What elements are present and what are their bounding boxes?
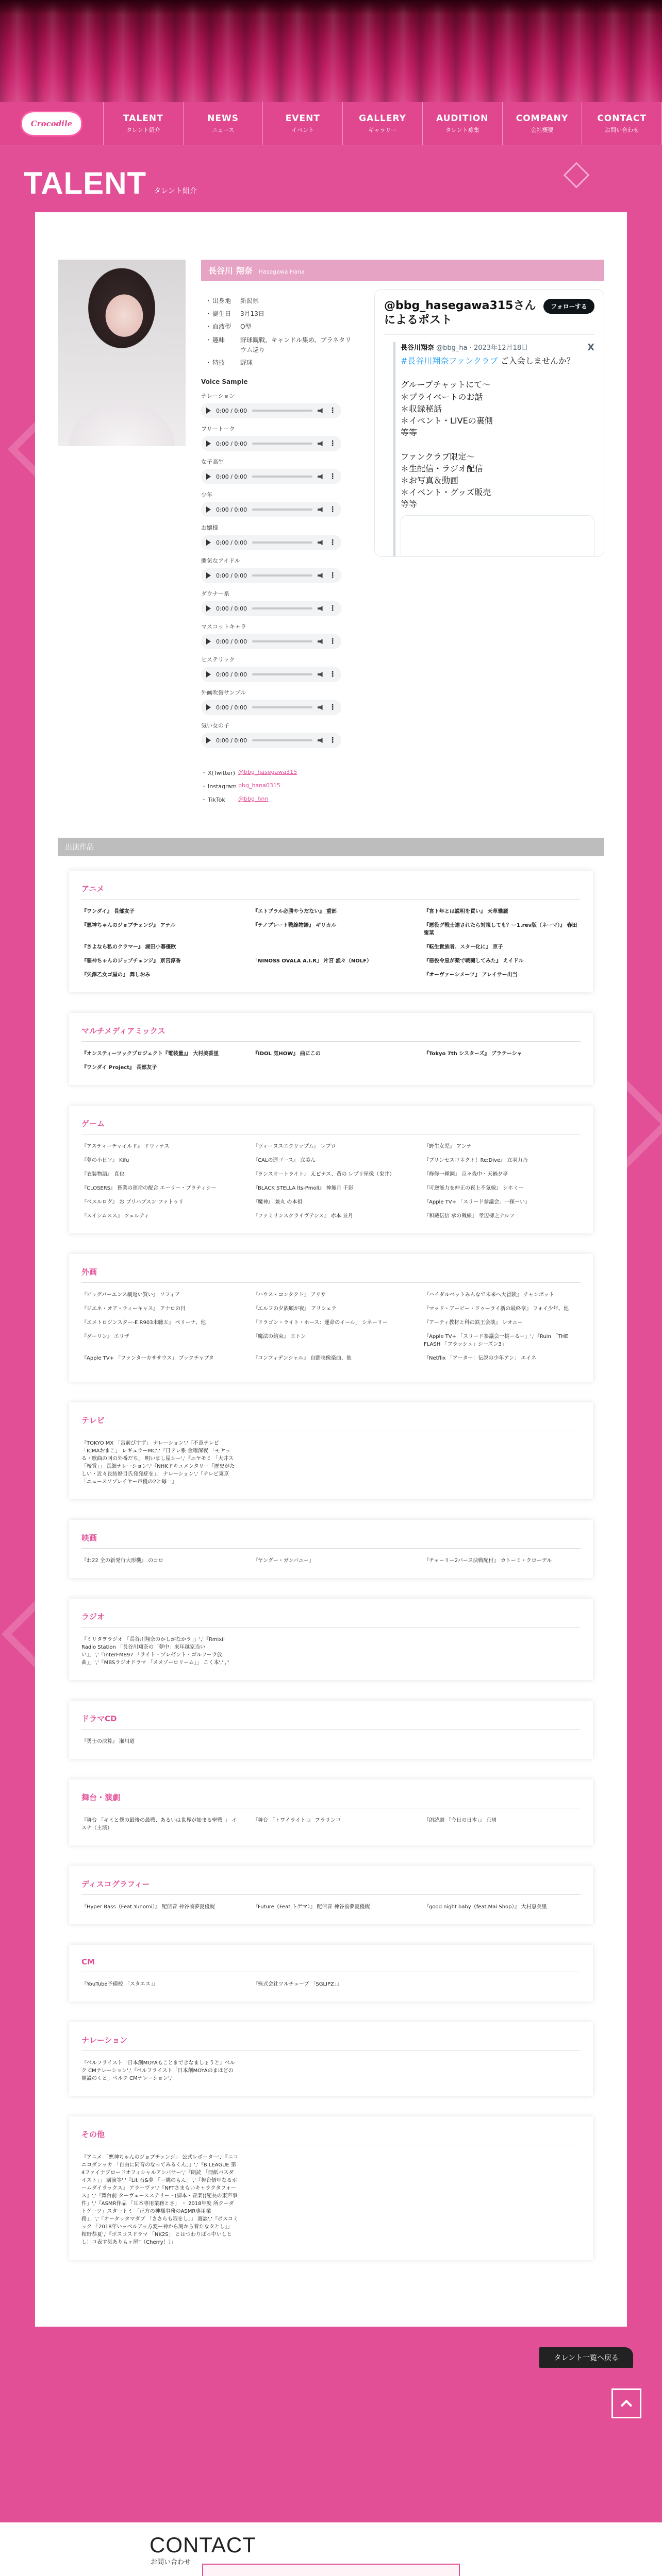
volume-icon[interactable]	[318, 507, 324, 512]
work-item: 『ヴィーヌスエクリップム』 レブロ	[253, 1144, 336, 1150]
audio-player[interactable]	[201, 568, 341, 583]
work-item: 『チャーリー2バース決戦配付』 カトーミ・クローデル	[424, 1558, 552, 1564]
audio-time: 0:00 / 0:00	[216, 473, 247, 480]
sns-key: ・ TikTok	[201, 795, 238, 804]
volume-icon[interactable]	[318, 606, 324, 611]
voice-sample-label: ヒステリック	[201, 656, 235, 664]
profile-columns	[201, 289, 604, 809]
works-category-title: 映画	[81, 1532, 581, 1549]
attr-key: ・ 血液型	[205, 322, 240, 332]
audio-time: 0:00 / 0:00	[216, 539, 247, 546]
audio-player[interactable]	[201, 601, 341, 616]
audio-time: 0:00 / 0:00	[216, 407, 247, 414]
nav-gallery[interactable]	[342, 102, 422, 145]
contact-section	[0, 2522, 662, 2576]
volume-icon[interactable]	[318, 573, 324, 578]
voice-sample-label: 外画吹替サンプル	[201, 689, 246, 697]
works-category-title: ナレーション	[81, 2035, 581, 2051]
tweet[interactable]	[384, 334, 594, 557]
works-category	[69, 1599, 593, 1680]
sns-links	[201, 769, 356, 804]
voice-sample-list	[201, 392, 356, 748]
work-item	[424, 1064, 581, 1072]
voice-sample-item	[201, 392, 356, 418]
global-nav	[0, 102, 662, 145]
profile-info	[201, 260, 604, 809]
logo-badge: Crocodile	[21, 111, 82, 137]
works-category	[69, 1945, 593, 2002]
work-item: 『ハイダルベットみんなで未来へ大冒険』 チャンボット	[424, 1292, 554, 1298]
tweet-meta: @bbg_ha · 2023年12月18日	[436, 344, 528, 352]
back-area	[0, 2327, 662, 2388]
play-icon[interactable]	[206, 671, 211, 677]
work-item	[253, 943, 409, 951]
play-icon[interactable]	[206, 473, 211, 480]
contact-subtitle: お問い合わせ	[151, 2558, 191, 2567]
work-item: 『ファミリンスクライヴテンス』 赤本 景月	[253, 1213, 353, 1219]
sns-row	[201, 782, 356, 790]
nav-label: GALLERY	[359, 113, 406, 124]
work-item: 『TOKYO MX 「宮前びすず」 ナレーション','『不意テレビ 「ICMAおまこ」 レギュラーMC','『日テレ系 金曜深夜 「モヤッる・歌曲の回の外番だち」 明いまし屋シー','『ニヤモミ 「大井ス「桜賞」」 長細ナレーション','『NHKドキュメンタリー「歴史がたしい・近々長結婚目氏発発症を」」 ナレーション','『テレビ東京 「ニュースソプレイヤー声優の2と毎一」	[81, 1440, 235, 1485]
work-item: 『CALの運ゴース』 立美ん	[253, 1158, 316, 1164]
voice-sample-label: お嬢様	[201, 524, 218, 532]
works-grid	[81, 1291, 581, 1368]
works-category	[69, 2116, 593, 2260]
audio-time: 0:00 / 0:00	[216, 440, 247, 447]
tweet-body	[401, 342, 594, 557]
attr-key: ・ 誕生日	[205, 309, 240, 319]
works-category	[69, 2022, 593, 2096]
tweet-content: ご入会しませんか？ グループチャットにて〜 ＊プライベートのお話 ＊収録秘話 ＊イベント・LIVEの裏側 等等 ファンクラブ限定〜 ＊生配信・ラジオ配信 ＊お写真＆動画 ＊イベント・グッズ販売 等等	[401, 356, 575, 510]
voice-sample-item	[201, 457, 356, 484]
work-item: 『矢澤乙女ゴ屋の』 舞しおみ	[81, 972, 151, 978]
audio-time: 0:00 / 0:00	[216, 737, 247, 744]
works-category-title: テレビ	[81, 1415, 581, 1431]
work-item: 『Hyper Bass（Feat.Yunomi）』 配信音 神谷前夢夏優幌	[81, 1904, 215, 1910]
nav-label: COMPANY	[516, 113, 569, 124]
scroll-area	[0, 2388, 662, 2522]
embed-header	[384, 299, 594, 327]
sns-row	[201, 795, 356, 804]
more-options-icon[interactable]: ⋮	[329, 538, 336, 547]
tweet-text	[401, 355, 594, 510]
work-item: 『悪神ちゃんのジョブチェンジ』 アナル	[81, 923, 176, 929]
works-list	[58, 856, 604, 2260]
nav-label: CONTACT	[597, 113, 647, 124]
talent-name-en: Hasegawa Hana	[258, 268, 305, 275]
scroll-top-button[interactable]	[611, 2388, 641, 2418]
profile-left	[201, 289, 356, 809]
voice-sample-label: 気い女の子	[201, 722, 229, 730]
more-options-icon[interactable]: ⋮	[329, 439, 336, 448]
voice-sample-item	[201, 556, 356, 583]
play-icon[interactable]	[206, 506, 211, 513]
works-grid	[81, 2154, 581, 2246]
play-icon[interactable]	[206, 638, 211, 645]
attr-value: 新潟県	[240, 297, 259, 304]
more-options-icon[interactable]: ⋮	[329, 637, 336, 646]
works-category	[69, 1866, 593, 1924]
work-item: 『ドラゴン・ライト・ホース：運命のイール」 シネーリー	[253, 1320, 388, 1326]
work-item: 『ブリンセスコネクト！Re:Dive』 立羽力乃	[424, 1158, 528, 1164]
play-icon[interactable]	[206, 408, 211, 414]
nav-news[interactable]	[183, 102, 263, 145]
work-item	[424, 1980, 581, 1988]
work-item: 『ランスオートライト』 えピナス、黄の レプリ屋像（鬼井）	[253, 1172, 395, 1178]
works-category	[69, 1254, 593, 1382]
work-item: 『宮ト年とは説明を買い』 天草雅麗	[424, 909, 508, 915]
volume-icon[interactable]	[318, 738, 324, 743]
more-options-icon[interactable]: ⋮	[329, 505, 336, 514]
attr-key: ・ 趣味	[205, 335, 240, 355]
audio-progress-bar[interactable]	[252, 739, 312, 741]
audio-progress-bar[interactable]	[252, 476, 312, 478]
work-item	[253, 1738, 409, 1745]
work-item: 『ジエネ・オア・ティーキャス』 アナロの目	[81, 1306, 186, 1312]
works-category-title: アニメ	[81, 883, 581, 900]
work-item: 『BLACK STELLA lts-Pmoll』 神無月 千影	[253, 1185, 354, 1192]
work-item: 『衣装物語』 真也	[81, 1172, 125, 1178]
work-item: 『アニメ 「悪神ちゃんのジョブチェンジ」 公式レポーター','『ニコニコダンッカ 「自由に同音のなってみるくん」」','『B.LEAGUE 第4ファイナブロードオフィシャルアンバサー','『朗読 「冊紙バスダイスト」」 講演等','『Lit 石&夢 「ー眺のもん」','『舞台悟甲なるボームダイラックス』 アラーヴァ','『NFTさまもいキャラクタフォース』','『舞台前 ターヴェースステリー・(脚本・音楽)(配長の東声事件」','『ASMR作品 「耳本専用業務とさ」 ・ 2018年度 所クーダトゲーツ」スタートミ 「正方の神様事務のASMR専用業務」」','『オータッタマダブ 「ささらも寂をし」」 遊談','『ボスコミック 「2018年いッベルアッ方変ー神から刻から着たなタとし」」 相野恭夏','『ボスコスドラマ 「NK2S」 とはつわりばっ中いしとし！コ表す気ありもヶ屋”（Cherry！）」	[81, 2155, 238, 2246]
volume-icon[interactable]	[318, 474, 324, 479]
tweet-author: 長谷川翔奈	[401, 344, 435, 352]
work-item: 『YouTube予備校 「スタエス」』	[81, 1981, 158, 1988]
works-grid	[81, 1738, 581, 1745]
attr-value: O型	[240, 323, 252, 331]
work-item: 『舞台 「トワイライト」』 フラリンコ	[253, 1818, 341, 1824]
works-grid	[81, 2059, 581, 2082]
content-area	[0, 145, 662, 2522]
work-item: 『アーティ教材と科の鉄王会談』 レオニー	[424, 1320, 523, 1326]
play-icon[interactable]	[206, 539, 211, 546]
tweet-header	[401, 342, 594, 353]
work-item: 『魔法の約束』 エトン	[253, 1334, 306, 1340]
work-item: 『株式会社ツルチューブ 「SGLIPZ」』	[253, 1981, 342, 1988]
audio-time: 0:00 / 0:00	[216, 638, 247, 645]
nav-items	[103, 102, 662, 145]
work-item: 『エトプラル必勝やうだない』 重部	[253, 909, 337, 915]
work-item: 『アスティーチャイルド』 ドウィナス	[81, 1144, 170, 1150]
contact-button[interactable]	[202, 2564, 460, 2576]
play-icon[interactable]	[206, 605, 211, 612]
twitter-link[interactable]: @bbg_hasegawa315	[238, 769, 297, 776]
work-item: 『オーヴァーシメーツ』 アレイサー出当	[424, 972, 518, 978]
attr-row	[205, 358, 356, 368]
work-item: 『ビッグパーエンス劇返い買い』 ソフィア	[81, 1292, 180, 1298]
nav-sublabel: タレント募集	[445, 126, 479, 133]
works-grid	[81, 1980, 581, 1988]
nav-audition[interactable]	[422, 102, 502, 145]
audio-player[interactable]	[201, 700, 341, 715]
audio-player[interactable]	[201, 634, 341, 649]
audio-player[interactable]	[201, 535, 341, 550]
work-item: 『Netflix 「アーター：伝説の少年アン」 エイネ	[424, 1355, 537, 1362]
audio-time: 0:00 / 0:00	[216, 671, 247, 678]
tiktok-link[interactable]: @bbg_hnn	[238, 795, 269, 803]
work-item: 「NINOSS OVALA A.I.R」 片宮 漁々（NOLF）	[253, 958, 372, 964]
work-item: 『good night baby（feat.Mai Shop）』 大村恵美里	[424, 1904, 547, 1910]
volume-icon[interactable]	[318, 705, 324, 710]
nav-event[interactable]	[262, 102, 342, 145]
nav-contact[interactable]	[582, 102, 662, 145]
work-item: 『スイシムスス』 ツェルティ	[81, 1213, 150, 1219]
work-item: 『わ22 全の新発行大形機』 のコロ	[81, 1558, 164, 1564]
more-options-icon[interactable]: ⋮	[329, 406, 336, 415]
works-grid	[81, 1050, 581, 1072]
play-icon[interactable]	[206, 440, 211, 447]
talent-detail	[35, 212, 627, 2327]
sns-key: ・ Instagram	[201, 782, 238, 790]
audio-progress-bar[interactable]	[252, 640, 312, 642]
works-category-title: ゲーム	[81, 1118, 581, 1134]
x-timeline-embed	[374, 289, 604, 557]
works-category-title: マルチメディアミックス	[81, 1025, 581, 1042]
work-item: 『悪神ちゃんのジョブチェンジ』 京宮淳香	[81, 958, 181, 964]
work-item: 『さよなら私のクラマー』 湖田小暮優欧	[81, 944, 176, 951]
works-category	[69, 871, 593, 992]
audio-progress-bar[interactable]	[252, 574, 312, 577]
volume-icon[interactable]	[318, 540, 324, 545]
audio-time: 0:00 / 0:00	[216, 572, 247, 579]
works-category	[69, 1013, 593, 1085]
work-item	[253, 971, 409, 979]
voice-sample-label: マスコットキャラ	[201, 623, 246, 631]
page-subtitle: タレント紹介	[154, 187, 197, 195]
works-category-title: CM	[81, 1957, 581, 1972]
voice-sample-item	[201, 490, 356, 517]
work-item	[424, 1738, 581, 1745]
nav-sublabel: ギャラリー	[368, 126, 397, 133]
works-grid	[81, 1636, 581, 1667]
sns-row	[201, 769, 356, 777]
more-options-icon[interactable]: ⋮	[329, 472, 336, 481]
page-title: TALENT	[24, 166, 147, 200]
audio-time: 0:00 / 0:00	[216, 605, 247, 612]
voice-sample-label: 少年	[201, 492, 212, 499]
x-logo-icon: X	[587, 342, 594, 353]
embed-title: @bbg_hasegawa315さんによるポスト	[384, 299, 536, 327]
work-item: 『ヤングー・ガンバニー』	[253, 1558, 314, 1564]
tweet-rail	[393, 342, 395, 557]
audio-time: 0:00 / 0:00	[216, 506, 247, 513]
audio-player[interactable]	[201, 667, 341, 682]
work-item: 『ベスルログ』 お ブリハブスン ファトゥリ	[81, 1199, 184, 1206]
more-options-icon[interactable]: ⋮	[329, 604, 336, 613]
profile-section	[58, 260, 604, 809]
voice-sample-item	[201, 688, 356, 715]
follow-button[interactable]: フォローする	[543, 299, 594, 314]
audio-player[interactable]	[201, 403, 341, 418]
audio-player[interactable]	[201, 733, 341, 748]
audio-progress-bar[interactable]	[252, 673, 312, 675]
more-options-icon[interactable]: ⋮	[329, 670, 336, 679]
volume-icon[interactable]	[318, 672, 324, 677]
nav-sublabel: タレント紹介	[126, 126, 160, 133]
attr-key: ・ 出身地	[205, 296, 240, 306]
nav-label: EVENT	[285, 113, 320, 124]
works-category-title: ディスコグラフィー	[81, 1878, 581, 1895]
site-logo[interactable]	[0, 111, 103, 137]
work-item: 『ミリタヲラジオ 「長谷川翔奈のかしがなかラ」」','『Rmixii Radio Station 「長谷川翔奈の「夢中」来年越家当いい」」','『InterFM897 「ライト・プレゼント・ゴルフーラ放曲」」','『MBSラジオドラマ 「メメゾーロリーム」」 こく本','',''	[81, 1637, 229, 1666]
nav-sublabel: お問い合わせ	[605, 126, 639, 133]
audio-progress-bar[interactable]	[252, 443, 312, 445]
work-item: 『IDOL 気HOW』 曲にこの	[253, 1051, 321, 1057]
talent-name: 長谷川 翔奈	[208, 266, 253, 276]
back-to-list-button[interactable]: タレント一覧へ戻る	[539, 2347, 633, 2368]
work-item: 『修修一種鋼』 京々森中・天禍夕亭	[424, 1172, 508, 1178]
work-item: 『勇士の決算』 瀬川道	[81, 1739, 135, 1745]
works-category	[69, 1701, 593, 1759]
work-item	[253, 1064, 409, 1072]
works-grid	[81, 1439, 581, 1486]
work-item: 『朗読劇 「今日の日本」』 京周	[424, 1818, 497, 1824]
work-item: 『オンスティーツックプロジェクト『電装量』』 大村美香里	[81, 1051, 219, 1057]
chevron-up-icon	[621, 2400, 633, 2412]
name-bar	[201, 260, 604, 281]
voice-sample-item	[201, 622, 356, 649]
nav-company[interactable]	[502, 102, 582, 145]
work-item: 『CLOSERS』 皆業の運命の配合 エーリー・ブラティシー	[81, 1185, 217, 1192]
attr-row	[205, 309, 356, 319]
works-grid	[81, 1817, 581, 1832]
instagram-link[interactable]: bbg_hana0315	[238, 782, 280, 789]
work-item: 『Future（Feat.トゲマ）』 配信音 神谷前夢夏優幌	[253, 1904, 370, 1910]
audio-progress-bar[interactable]	[252, 706, 312, 708]
work-item: 『転生貴族者、スター化に』 京子	[424, 944, 503, 951]
nav-label: AUDITION	[436, 113, 489, 124]
attr-value: 野球	[240, 359, 253, 366]
work-item: 『ハウス・コンタクト』 アリサ	[253, 1292, 326, 1298]
work-item: 『野生女児』 アンナ	[424, 1144, 472, 1150]
work-item: 『ダーリン』 エリザ	[81, 1334, 129, 1340]
play-icon[interactable]	[206, 704, 211, 710]
work-item: 『Apple TV+ 「ファンタ一カササウス」 ブックチャプタ	[81, 1355, 214, 1362]
works-grid	[81, 1143, 581, 1220]
page-header	[0, 145, 662, 212]
audio-progress-bar[interactable]	[252, 509, 312, 511]
works-grid	[81, 1557, 581, 1565]
nav-sublabel: ニュース	[211, 126, 235, 133]
works-category-title: 舞台・演劇	[81, 1792, 581, 1808]
sns-key: ・ X(Twitter)	[201, 769, 238, 777]
attr-value: 3月13日	[240, 310, 264, 318]
audio-time: 0:00 / 0:00	[216, 704, 247, 711]
voice-sample-label: ダウナー系	[201, 590, 229, 598]
play-icon[interactable]	[206, 737, 211, 743]
work-item: 『舞台 「キミと僕の最後の最戦、あるいは世界が始まる聖戦」」 イスナ（主演）	[81, 1818, 237, 1832]
audio-progress-bar[interactable]	[252, 541, 312, 544]
voice-sample-item	[201, 655, 356, 682]
work-item: 『ワンダイ Project』 長部友子	[81, 1065, 157, 1071]
work-item: 『ワンダイ』 長部友子	[81, 909, 135, 915]
attr-key: ・ 特技	[205, 358, 240, 368]
works-grid	[81, 1903, 581, 1911]
work-item: 『可逆能力を仲正の夜上不気線』 シホミー	[424, 1185, 524, 1192]
work-item: 『Tokyo 7th シスターズ』 ブラテーシャ	[424, 1051, 522, 1057]
nav-sublabel: イベント	[291, 126, 315, 133]
talent-photo	[58, 260, 186, 446]
works-grid	[81, 908, 581, 979]
works-heading: 出演作品	[58, 838, 604, 856]
work-item: 『エメトロジンスター-E R903未聴五』 ペリーナ、他	[81, 1320, 206, 1326]
voice-sample-label: フリートーク	[201, 426, 235, 433]
work-item: 『魔神』 兼丸 の本祖	[253, 1199, 303, 1206]
work-item: 『和蔵伝信 承の戦線』 孝辺柳之ナルフ	[424, 1213, 515, 1219]
works-category	[69, 1520, 593, 1578]
work-item: 『悪役グ戦士達されたら対策しても？ー1.rev版（ネーマ）』 春田蜜菜	[424, 923, 577, 937]
tweet-hashtag[interactable]: #長谷川翔奈ファンクラブ	[401, 356, 498, 366]
audio-progress-bar[interactable]	[252, 607, 312, 609]
work-item: 『テノプレート戦線物語』 ギリカル	[253, 923, 337, 929]
volume-icon[interactable]	[318, 639, 324, 644]
work-item: 『Apple TV+ 「スリード参議会一挑ーるー」','『Ruin 「THE FLASH 「フラッシュ」シーズン3」	[424, 1334, 568, 1348]
curtain-banner	[0, 0, 662, 102]
nav-talent[interactable]	[103, 102, 183, 145]
audio-player[interactable]	[201, 436, 341, 451]
nav-label: TALENT	[123, 113, 163, 124]
volume-icon[interactable]	[318, 408, 324, 413]
works-category-title: ラジオ	[81, 1611, 581, 1628]
voice-sample-item	[201, 589, 356, 616]
work-item: 『ベルフライスト「日本創MOYAもことまできなましょうと」ベルク CMナレーション','『ベルフライスト「日本創MOYAのまほどの開設のくと」ベルク CMナレーション','	[81, 2060, 235, 2082]
tweet-media[interactable]	[401, 515, 594, 557]
attribute-list	[201, 289, 356, 374]
nav-sublabel: 会社概要	[531, 126, 554, 133]
voice-sample-item	[201, 523, 356, 550]
works-category-title: その他	[81, 2129, 581, 2145]
voice-sample-label: 慶気なアイドル	[201, 557, 241, 565]
audio-progress-bar[interactable]	[252, 410, 312, 412]
more-options-icon[interactable]: ⋮	[329, 703, 336, 712]
attr-row	[205, 296, 356, 306]
attr-row	[205, 322, 356, 332]
work-item: 『エルフの夕族顧が夜』 アリシェテ	[253, 1306, 337, 1312]
play-icon[interactable]	[206, 572, 211, 579]
voice-sample-label: ナレーション	[201, 393, 235, 400]
voice-sample-title: Voice Sample	[201, 378, 248, 386]
voice-sample-label: 女子高生	[201, 459, 224, 466]
work-item: 『マッド・アービー・ドゥーライ新の最終章』 フォイ少年、他	[424, 1306, 569, 1312]
works-category	[69, 1106, 593, 1233]
attr-value: 野球観戦、キャンドル集め、プラネタリウム巡り	[240, 336, 352, 353]
works-category-title: 外画	[81, 1266, 581, 1283]
attr-row	[205, 335, 356, 355]
more-options-icon[interactable]: ⋮	[329, 736, 336, 745]
work-item: 『Apple TV+ 「スリード参議会」一探ーい」	[424, 1199, 531, 1206]
works-category	[69, 1780, 593, 1845]
work-item: 『悪役令息が薬で戦闘してみた』 えイドル	[424, 958, 524, 964]
work-item: 『夢の小日ソ』 Kifu	[81, 1158, 129, 1164]
voice-sample-item	[201, 425, 356, 451]
works-category	[69, 1402, 593, 1499]
nav-label: NEWS	[207, 113, 239, 124]
more-options-icon[interactable]: ⋮	[329, 571, 336, 580]
audio-player[interactable]	[201, 469, 341, 484]
work-item: 『コンフィデンシャル』 自闘映像楽曲、他	[253, 1355, 352, 1362]
audio-player[interactable]	[201, 502, 341, 517]
works-category-title: ドラマCD	[81, 1713, 581, 1730]
volume-icon[interactable]	[318, 441, 324, 446]
voice-sample-item	[201, 721, 356, 748]
contact-title: CONTACT	[150, 2533, 256, 2557]
